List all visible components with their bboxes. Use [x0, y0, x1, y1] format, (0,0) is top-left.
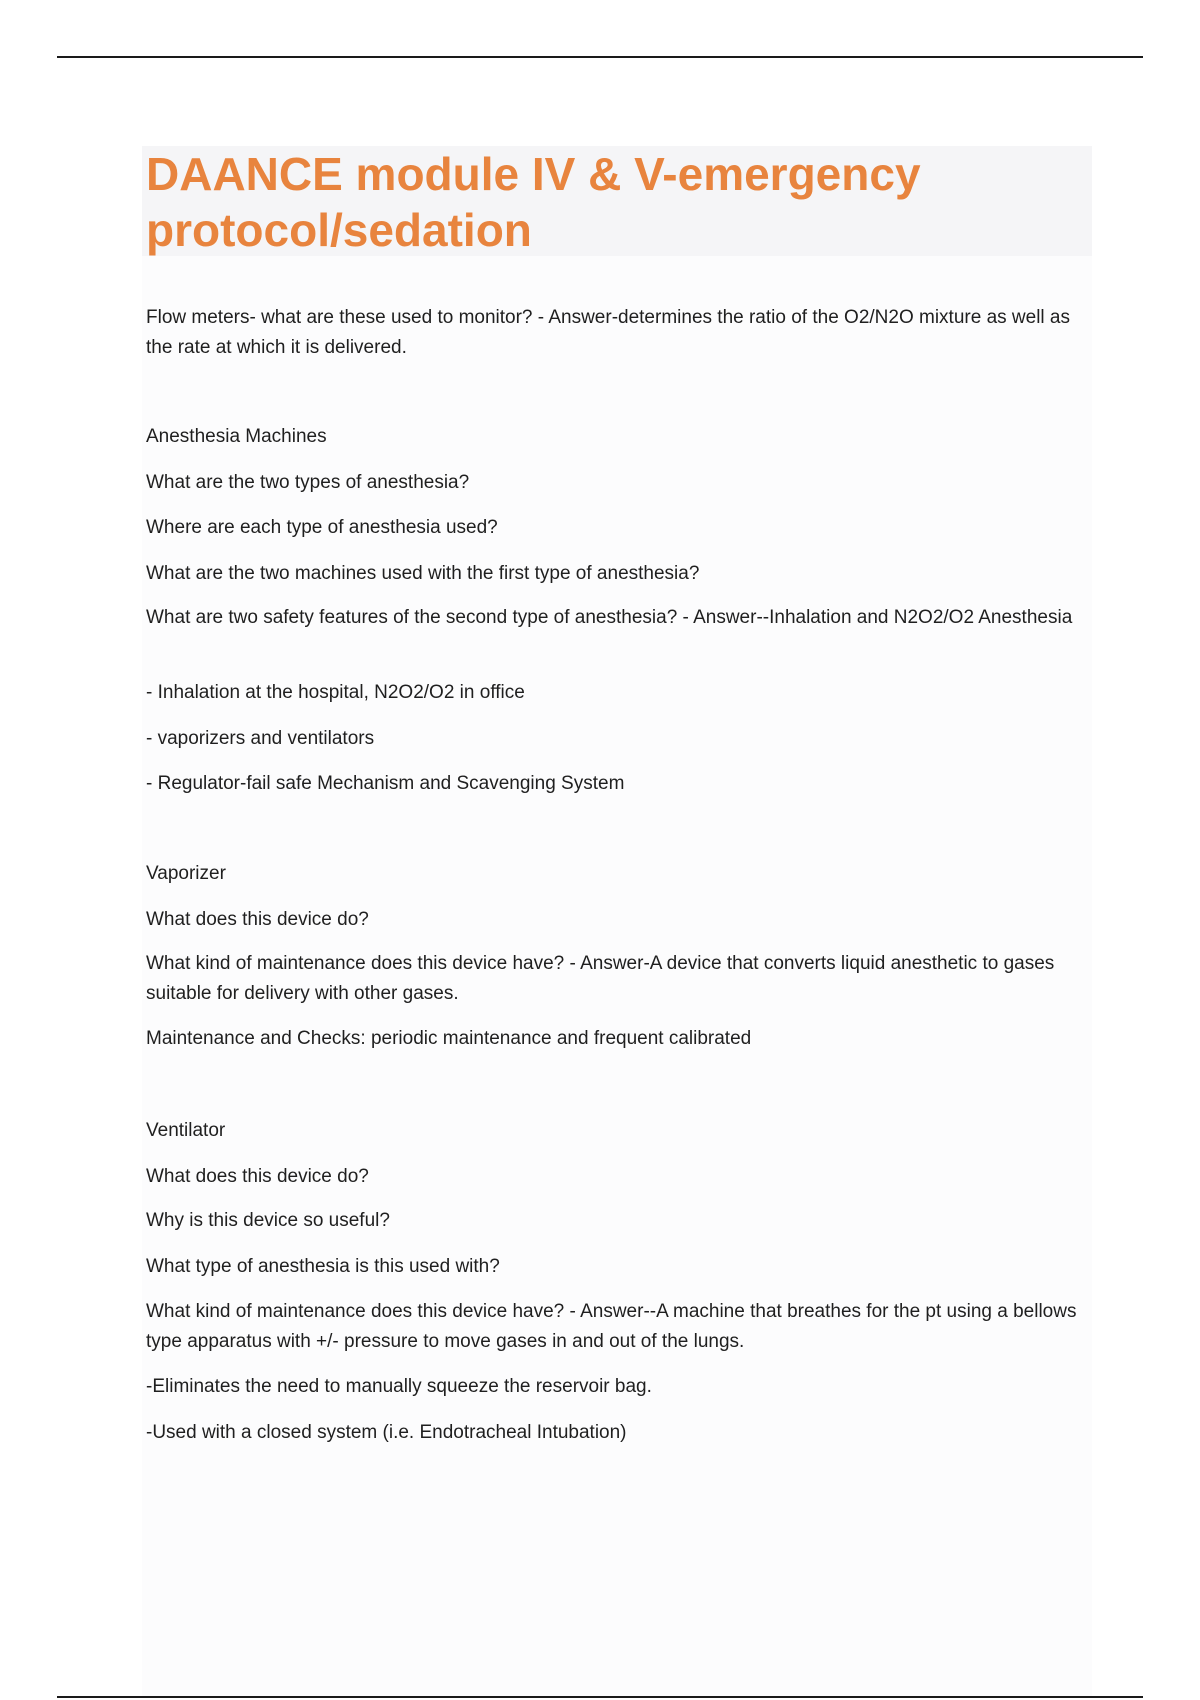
question-ventilator-anesthesia-type: What type of anesthesia is this used with?	[146, 1256, 500, 1277]
bottom-rule	[57, 1696, 1143, 1698]
question-vaporizer-maintenance: What kind of maintenance does this device have? - Answer-A device that converts liquid anesthetic to gases suitable for delivery with other gases.	[146, 953, 1055, 1004]
section-heading-ventilator: Ventilator	[146, 1120, 226, 1141]
answer-line-locations: - Inhalation at the hospital, N2O2/O2 in office	[146, 682, 525, 703]
answer-line-machines: - vaporizers and ventilators	[146, 728, 375, 749]
question-ventilator-maintenance: What kind of maintenance does this device have? - Answer--A machine that breathes for the pt using a bellows type apparatus with +/- pressure to move gases in and out of the lungs.	[146, 1301, 1077, 1352]
question-ventilator-function: What does this device do?	[146, 1166, 369, 1187]
answer-line-closed-system: -Used with a closed system (i.e. Endotracheal Intubation)	[146, 1422, 627, 1443]
document-title: DAANCE module IV & V-emergency protocol/sedation	[146, 148, 921, 256]
answer-line-safety: - Regulator-fail safe Mechanism and Scavenging System	[146, 773, 625, 794]
answer-vaporizer-maintenance: Maintenance and Checks: periodic maintenance and frequent calibrated	[146, 1028, 752, 1049]
title-block	[142, 146, 1092, 256]
document-content	[142, 146, 1092, 1696]
section-heading-vaporizer: Vaporizer	[146, 863, 226, 884]
question-two-machines: What are the two machines used with the first type of anesthesia?	[146, 563, 700, 584]
answer-line-reservoir-bag: -Eliminates the need to manually squeeze the reservoir bag.	[146, 1376, 652, 1397]
question-two-types: What are the two types of anesthesia?	[146, 472, 470, 493]
question-ventilator-usefulness: Why is this device so useful?	[146, 1210, 390, 1231]
question-vaporizer-function: What does this device do?	[146, 909, 369, 930]
section-heading-anesthesia-machines: Anesthesia Machines	[146, 426, 327, 447]
top-rule	[57, 56, 1143, 58]
paragraph-flow-meters: Flow meters- what are these used to monitor? - Answer-determines the ratio of the O2/N2O mixture as well as the rate at which it is delivered.	[146, 307, 1070, 358]
question-where-used: Where are each type of anesthesia used?	[146, 517, 498, 538]
question-safety-features: What are two safety features of the second type of anesthesia? - Answer--Inhalation and N2O2/O2 Anesthesia	[146, 607, 1073, 628]
